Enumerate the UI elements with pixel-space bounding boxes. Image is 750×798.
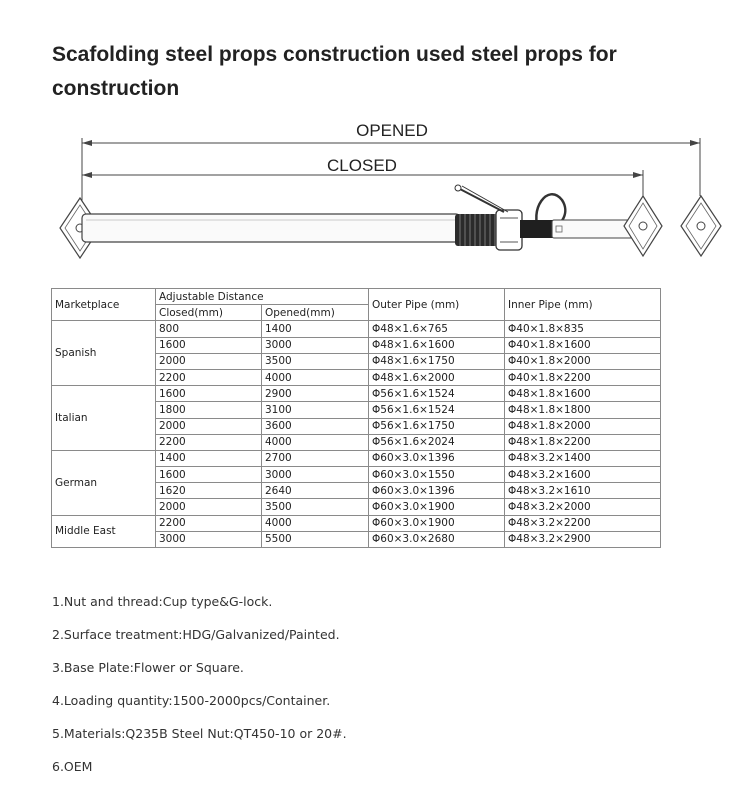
opened-cell: 3100 bbox=[262, 402, 369, 418]
opened-cell: 5500 bbox=[262, 531, 369, 547]
inner-pipe-cell: Φ40×1.8×835 bbox=[505, 321, 661, 337]
header-opened: Opened(mm) bbox=[262, 305, 369, 321]
outer-pipe-cell: Φ60×3.0×1396 bbox=[369, 483, 505, 499]
steel-prop-diagram bbox=[0, 112, 750, 272]
note-item: 6.OEM bbox=[52, 759, 93, 774]
closed-top-plate-icon bbox=[624, 196, 662, 256]
closed-cell: 1800 bbox=[156, 402, 262, 418]
thread-section-icon bbox=[520, 220, 554, 238]
inner-pipe-cell: Φ48×3.2×2200 bbox=[505, 515, 661, 531]
closed-cell: 3000 bbox=[156, 531, 262, 547]
closed-cell: 2000 bbox=[156, 499, 262, 515]
opened-label: OPENED bbox=[356, 121, 428, 140]
closed-cell: 1620 bbox=[156, 483, 262, 499]
closed-cell: 2200 bbox=[156, 369, 262, 385]
inner-pipe-cell: Φ48×3.2×1610 bbox=[505, 483, 661, 499]
note-item: 1.Nut and thread:Cup type&G-lock. bbox=[52, 594, 273, 609]
closed-label: CLOSED bbox=[327, 156, 397, 175]
opened-cell: 2900 bbox=[262, 386, 369, 402]
inner-pipe-cell: Φ48×3.2×1400 bbox=[505, 450, 661, 466]
outer-pipe-cell: Φ60×3.0×1550 bbox=[369, 467, 505, 483]
opened-cell: 4000 bbox=[262, 515, 369, 531]
inner-pipe-cell: Φ48×1.8×1800 bbox=[505, 402, 661, 418]
header-inner-pipe: Inner Pipe (mm) bbox=[505, 289, 661, 321]
closed-cell: 2000 bbox=[156, 353, 262, 369]
header-outer-pipe: Outer Pipe (mm) bbox=[369, 289, 505, 321]
outer-pipe-cell: Φ60×3.0×1900 bbox=[369, 499, 505, 515]
closed-arrow-left-icon bbox=[82, 172, 92, 178]
opened-cell: 4000 bbox=[262, 369, 369, 385]
opened-arrow-left-icon bbox=[82, 140, 92, 146]
opened-cell: 2700 bbox=[262, 450, 369, 466]
closed-cell: 2000 bbox=[156, 418, 262, 434]
opened-cell: 3000 bbox=[262, 337, 369, 353]
opened-cell: 2640 bbox=[262, 483, 369, 499]
note-item: 4.Loading quantity:1500-2000pcs/Container. bbox=[52, 693, 331, 708]
outer-pipe-cell: Φ56×1.6×1524 bbox=[369, 386, 505, 402]
closed-cell: 1600 bbox=[156, 337, 262, 353]
specification-table bbox=[51, 288, 661, 548]
table-row bbox=[52, 386, 661, 402]
closed-cell: 2200 bbox=[156, 515, 262, 531]
outer-pipe-cell: Φ60×3.0×2680 bbox=[369, 531, 505, 547]
outer-pipe-cell: Φ56×1.6×2024 bbox=[369, 434, 505, 450]
closed-cell: 1600 bbox=[156, 467, 262, 483]
inner-pipe-cell: Φ48×3.2×2900 bbox=[505, 531, 661, 547]
inner-pipe-cell: Φ40×1.8×2000 bbox=[505, 353, 661, 369]
closed-arrow-right-icon bbox=[633, 172, 643, 178]
opened-cell: 1400 bbox=[262, 321, 369, 337]
inner-pipe-cell: Φ48×1.8×2200 bbox=[505, 434, 661, 450]
inner-pipe-cell: Φ48×3.2×2000 bbox=[505, 499, 661, 515]
note-item: 3.Base Plate:Flower or Square. bbox=[52, 660, 244, 675]
note-item: 2.Surface treatment:HDG/Galvanized/Painted. bbox=[52, 627, 340, 642]
table-row bbox=[52, 321, 661, 337]
inner-pipe-cell: Φ48×1.8×1600 bbox=[505, 386, 661, 402]
outer-pipe-cell: Φ60×3.0×1396 bbox=[369, 450, 505, 466]
outer-pipe-cell: Φ56×1.6×1750 bbox=[369, 418, 505, 434]
page-title: Scafolding steel props construction used steel props for construction bbox=[52, 43, 617, 100]
table-header-row bbox=[52, 289, 661, 305]
outer-pipe-cell: Φ48×1.6×2000 bbox=[369, 369, 505, 385]
inner-pipe-cell: Φ40×1.8×2200 bbox=[505, 369, 661, 385]
opened-cell: 3500 bbox=[262, 353, 369, 369]
closed-cell: 800 bbox=[156, 321, 262, 337]
opened-top-plate-icon bbox=[681, 196, 721, 256]
header-marketplace: Marketplace bbox=[52, 289, 156, 321]
inner-pipe-cell: Φ48×3.2×1600 bbox=[505, 467, 661, 483]
inner-pipe-icon bbox=[552, 220, 638, 238]
outer-pipe-cell: Φ60×3.0×1900 bbox=[369, 515, 505, 531]
inner-pipe-cell: Φ48×1.8×2000 bbox=[505, 418, 661, 434]
outer-pipe-icon bbox=[82, 214, 460, 242]
outer-pipe-cell: Φ56×1.6×1524 bbox=[369, 402, 505, 418]
note-item: 5.Materials:Q235B Steel Nut:QT450-10 or 20#. bbox=[52, 726, 347, 741]
marketplace-cell: Italian bbox=[52, 386, 156, 451]
marketplace-cell: Spanish bbox=[52, 321, 156, 386]
opened-cell: 3000 bbox=[262, 467, 369, 483]
spec-notes-list bbox=[52, 594, 347, 792]
header-closed: Closed(mm) bbox=[156, 305, 262, 321]
outer-pipe-cell: Φ48×1.6×765 bbox=[369, 321, 505, 337]
opened-arrow-right-icon bbox=[690, 140, 700, 146]
closed-cell: 1400 bbox=[156, 450, 262, 466]
header-adjustable-distance: Adjustable Distance bbox=[156, 289, 369, 305]
inner-pipe-cell: Φ40×1.8×1600 bbox=[505, 337, 661, 353]
opened-cell: 3500 bbox=[262, 499, 369, 515]
closed-cell: 1600 bbox=[156, 386, 262, 402]
marketplace-cell: Middle East bbox=[52, 515, 156, 547]
outer-pipe-cell: Φ48×1.6×1600 bbox=[369, 337, 505, 353]
table-row bbox=[52, 450, 661, 466]
outer-pipe-cell: Φ48×1.6×1750 bbox=[369, 353, 505, 369]
opened-cell: 4000 bbox=[262, 434, 369, 450]
marketplace-cell: German bbox=[52, 450, 156, 515]
closed-cell: 2200 bbox=[156, 434, 262, 450]
opened-cell: 3600 bbox=[262, 418, 369, 434]
table-row bbox=[52, 515, 661, 531]
